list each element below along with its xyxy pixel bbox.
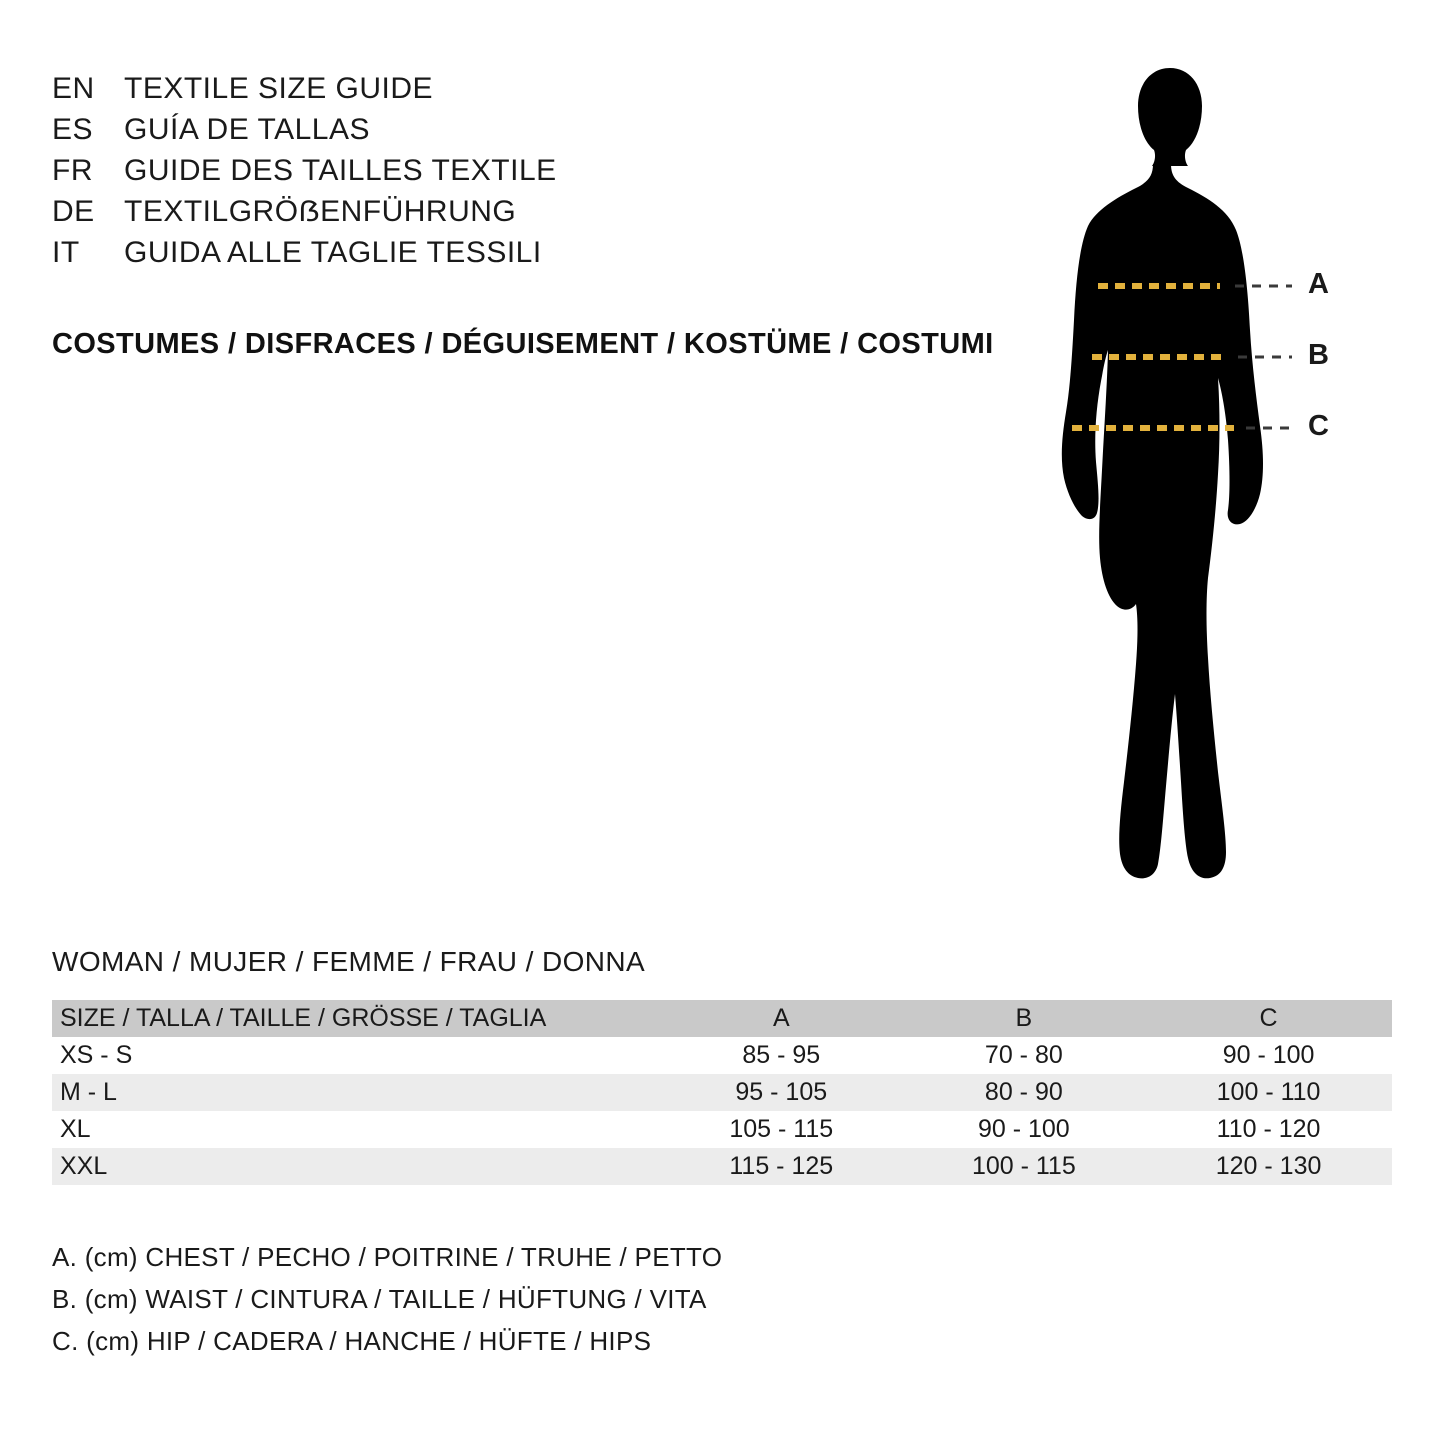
language-row-it — [52, 236, 1032, 277]
cell-c: 120 - 130 — [1215, 1152, 1322, 1180]
cell-b: 100 - 115 — [971, 1152, 1076, 1180]
language-row-de — [52, 195, 1032, 236]
language-text-it: GUIDA ALLE TAGLIE TESSILI — [124, 236, 542, 269]
language-row-fr — [52, 154, 1032, 195]
cell-size: XXL — [60, 1152, 108, 1180]
table-row — [52, 1037, 1392, 1074]
marker-label-c: C — [1308, 410, 1329, 442]
legend-line-b: B. (cm) WAIST / CINTURA / TAILLE / HÜFTUNG / VITA — [52, 1284, 707, 1314]
table-header-row — [52, 1000, 1392, 1037]
language-text-es: GUÍA DE TALLAS — [124, 113, 370, 146]
cell-a: 85 - 95 — [742, 1041, 821, 1069]
header-size: SIZE / TALLA / TAILLE / GRÖSSE / TAGLIA — [60, 1004, 547, 1032]
language-text-de: TEXTILGRÖẞENFÜHRUNG — [124, 195, 517, 228]
language-text-fr: GUIDE DES TAILLES TEXTILE — [124, 154, 557, 187]
cell-b: 90 - 100 — [977, 1115, 1070, 1143]
language-code-es: ES — [52, 113, 94, 146]
table-row — [52, 1148, 1392, 1185]
size-table — [52, 1000, 1392, 1185]
language-text-en: TEXTILE SIZE GUIDE — [124, 72, 434, 105]
table-title: WOMAN / MUJER / FEMME / FRAU / DONNA — [52, 946, 646, 977]
table-header — [52, 1000, 1392, 1037]
measurement-lines — [1020, 58, 1400, 888]
marker-label-b: B — [1308, 339, 1329, 371]
cell-size: XS - S — [60, 1041, 133, 1069]
language-code-de: DE — [52, 195, 95, 228]
language-code-en: EN — [52, 72, 95, 105]
cell-c: 110 - 120 — [1216, 1115, 1321, 1143]
legend-line-a: A. (cm) CHEST / PECHO / POITRINE / TRUHE / PETTO — [52, 1242, 723, 1272]
marker-label-a: A — [1308, 268, 1329, 300]
cell-b: 70 - 80 — [984, 1041, 1063, 1069]
language-row-es — [52, 113, 1032, 154]
legend-line-c: C. (cm) HIP / CADERA / HANCHE / HÜFTE / HIPS — [52, 1326, 652, 1356]
header-a: A — [772, 1004, 790, 1032]
cell-size: XL — [60, 1115, 91, 1143]
language-row-en — [52, 72, 1032, 113]
cell-b: 80 - 90 — [984, 1078, 1063, 1106]
header-c: C — [1259, 1004, 1278, 1032]
table-body — [52, 1037, 1392, 1185]
table-row — [52, 1111, 1392, 1148]
legend-block — [52, 1242, 722, 1368]
header-b: B — [1015, 1004, 1033, 1032]
language-header-block — [52, 72, 1032, 277]
cell-c: 100 - 110 — [1216, 1078, 1321, 1106]
cell-a: 95 - 105 — [735, 1078, 828, 1106]
cell-c: 90 - 100 — [1222, 1041, 1315, 1069]
category-line: COSTUMES / DISFRACES / DÉGUISEMENT / KOSTÜME / COSTUMI — [52, 328, 994, 360]
language-code-it: IT — [52, 236, 80, 269]
language-code-fr: FR — [52, 154, 93, 187]
cell-a: 105 - 115 — [729, 1115, 834, 1143]
cell-a: 115 - 125 — [729, 1152, 834, 1180]
female-silhouette-diagram — [1020, 58, 1400, 888]
table-row — [52, 1074, 1392, 1111]
cell-size: M - L — [60, 1078, 117, 1106]
